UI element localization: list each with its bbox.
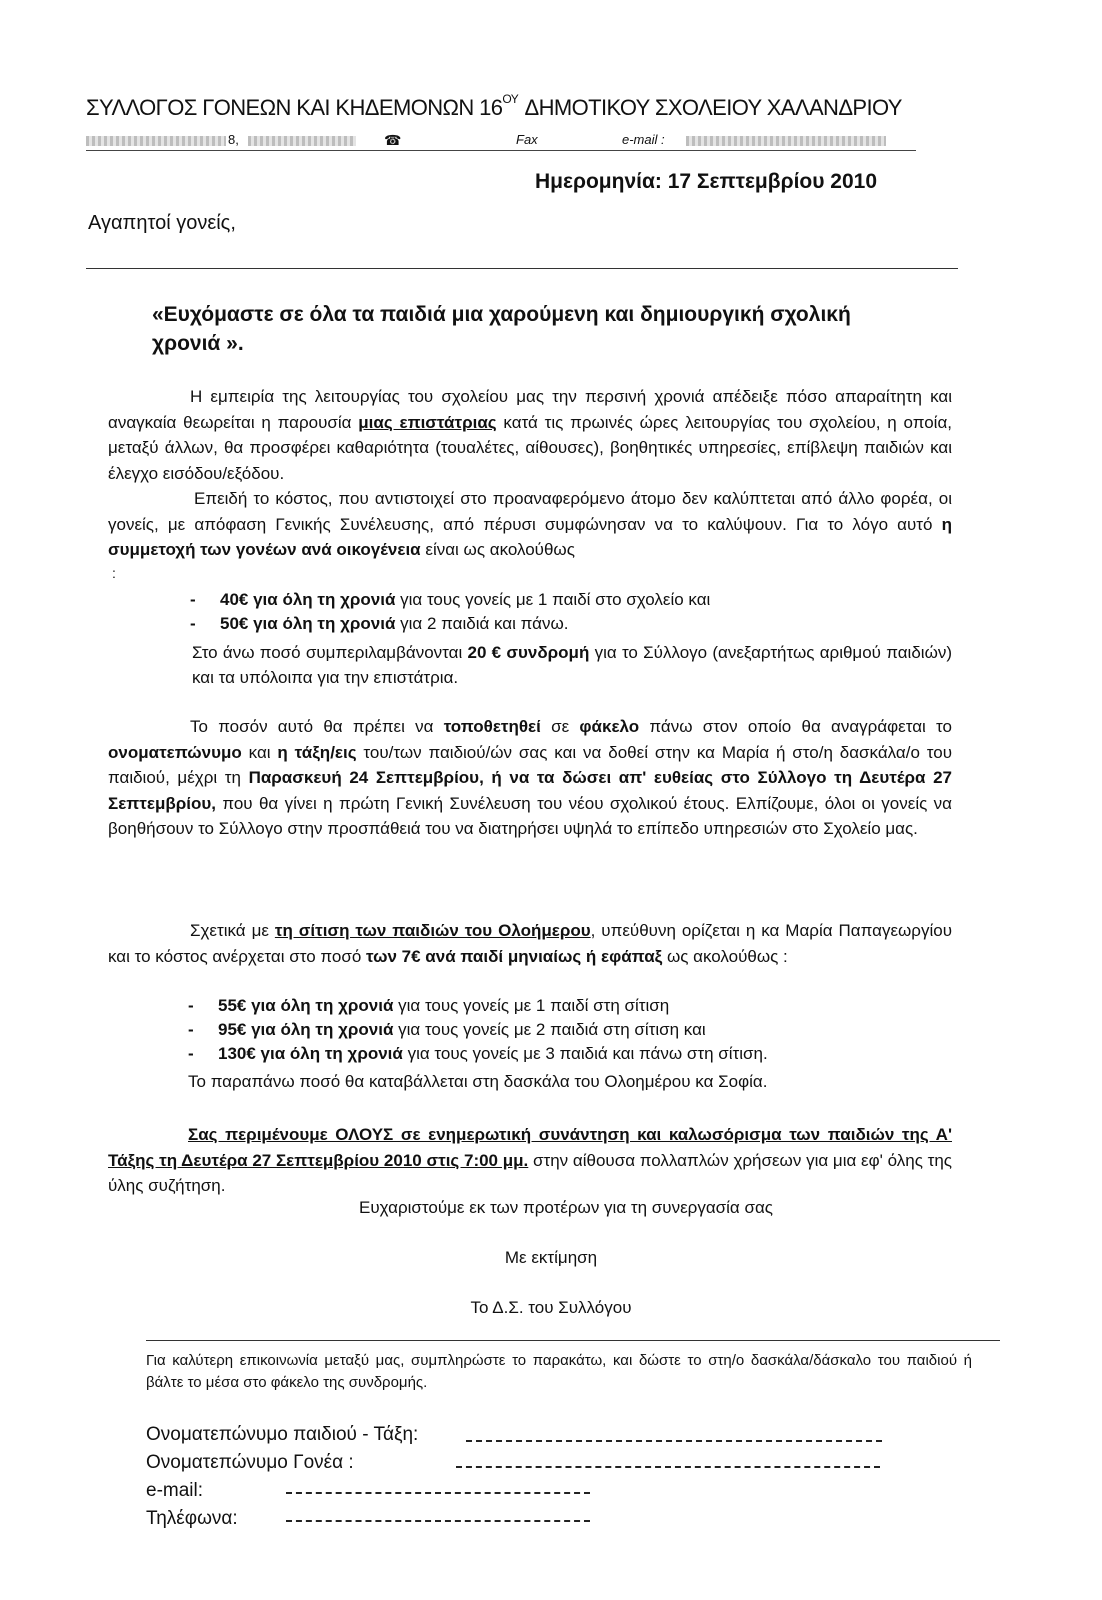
email-label: e-mail : [622, 132, 665, 147]
child-name-field[interactable] [466, 1440, 882, 1442]
list-item [190, 612, 710, 636]
list-item-amount: 40€ για όλη τη χρονιά [220, 590, 396, 609]
p2-text-a: Επειδή το κόστος, που αντιστοιχεί στο προαναφερόμενο άτομο δεν καλύπτεται από άλλο φορέα, οι γονείς, με απόφαση Γενικής Συνέλευσης, από πέρυσι συμφώνησαν να το καλύψουν. Για το λόγο αυτό [108, 489, 952, 534]
letterhead-text-end: ΔΗΜΟΤΙΚΟΥ ΣΧΟΛΕΙΟΥ ΧΑΛΑΝΔΡΙΟΥ [520, 95, 902, 120]
form-row-parent [146, 1452, 354, 1474]
signature: Το Δ.Σ. του Συλλόγου [470, 1298, 632, 1317]
p1-text-c: κατά τις πρωινές ώρες λειτουργίας του σχολείου, η οποία, μεταξύ άλλων, θα προσφέρει καθαριότητα (τουαλέτες, αίθουσες), βοηθητικές υπηρεσίες, επίβλεψη παιδιών και έλεγχο εισόδου/εξόδου. [108, 412, 952, 483]
redacted-email [686, 136, 886, 146]
meals-fee-list [188, 994, 768, 1066]
list-item-text: για τους γονείς με 1 παιδί στο σχολείο και [395, 590, 711, 609]
thanks-line: Ευχαριστούμε εκ των προτέρων για τη συνεργασία σας [359, 1198, 773, 1217]
fax-label: Fax [516, 132, 538, 147]
p3-bold-fullname: ονοματεπώνυμο [108, 742, 242, 762]
list-item-text: για τους γονείς με 3 παιδιά και πάνω στη σίτιση. [402, 1044, 768, 1063]
p3-text-g: και [241, 742, 278, 762]
sub-note-subscription: 20 € συνδρομή [467, 643, 590, 662]
address-fragment: 8, [228, 132, 239, 147]
list-item-text: για τους γονείς με 1 παιδί στη σίτιση [393, 996, 670, 1015]
meals-payment-note: Το παραπάνω ποσό θα καταβάλλεται στη δασκάλα του Ολοημέρου κα Σοφία. [188, 1072, 768, 1091]
list-item-amount: 50€ για όλη τη χρονιά [220, 614, 396, 633]
parent-name-field[interactable] [456, 1466, 880, 1468]
list-item-amount: 95€ για όλη τη χρονιά [218, 1020, 394, 1039]
paragraph-cost [108, 486, 952, 563]
redacted-address-2 [248, 136, 356, 146]
phone-field[interactable] [286, 1520, 590, 1522]
p4-meals-emphasis: τη σίτιση των παιδιών του Ολοήμερου [274, 921, 591, 940]
sub-note-text-a: Στο άνω ποσό συμπεριλαμβάνονται [192, 643, 468, 662]
p5-text-b: στην αίθουσα πολλαπλών χρήσεων για μια εφ' όλης της ύλης συζήτηση. [108, 1150, 952, 1195]
motto: «Ευχόμαστε σε όλα τα παιδιά μια χαρούμενη και δημιουργική σχολική χρονιά ». [152, 303, 851, 355]
list-item [190, 588, 710, 612]
p4-text-a: Σχετικά με [190, 921, 275, 940]
contact-row [86, 132, 908, 152]
email-field-label: e-mail: [146, 1480, 204, 1501]
email-field[interactable] [286, 1492, 590, 1494]
p2-text-c: είναι ως ακολούθως [420, 540, 575, 559]
p2-participation-emphasis: η συμμετοχή των γονέων ανά οικογένεια [108, 514, 952, 559]
form-row-phone [146, 1508, 238, 1530]
form-row-child [146, 1424, 418, 1446]
letter-date: Ημερομηνία: 17 Σεπτεμβρίου 2010 [535, 170, 877, 193]
parent-name-label: Ονοματεπώνυμο Γονέα : [146, 1452, 354, 1473]
fee-list [190, 588, 710, 636]
list-item-amount: 55€ για όλη τη χρονιά [218, 996, 394, 1015]
letterhead-superscript: ΟΥ [502, 92, 519, 106]
p3-text-c: σε [540, 717, 580, 736]
list-item-text: για 2 παιδιά και πάνω. [395, 614, 569, 633]
phone-field-label: Τηλέφωνα: [146, 1508, 238, 1529]
cut-line [146, 1340, 1000, 1341]
redacted-address [86, 136, 226, 146]
p3-text-a: Το ποσόν αυτό θα πρέπει να [190, 717, 444, 736]
paragraph-meeting [108, 1122, 952, 1199]
p1-text-a: Η εμπειρία της λειτουργίας του σχολείου μας την περσινή χρονιά απέδειξε πόσο απαραίτητη και αναγκαία θεωρείται η παρουσία [108, 387, 952, 432]
p3-text-i: του/των παιδιού/ών σας και να δοθεί στην κα Μαρία ή στο/η δασκάλα/ο του παιδιού, μέχρι τη [108, 742, 953, 787]
list-item [188, 1018, 768, 1042]
p4-cost-emphasis: των 7€ ανά παιδί μηνιαίως ή εφάπαξ [366, 946, 663, 966]
p4-text-e: ως ακολούθως : [662, 946, 788, 966]
p3-text-e: πάνω στον οποίο θα αναγράφεται το [639, 717, 952, 736]
paragraph-caretaker [108, 384, 952, 486]
contact-form-instructions: Για καλύτερη επικοινωνία μεταξύ μας, συμπληρώστε το παρακάτω, και δώστε το στη/ο δασκάλα/δάσκαλο του παιδιού ή βάλτε το μέσα στο φάκελο της συνδρομής. [146, 1352, 972, 1391]
divider-line [86, 268, 958, 269]
list-dash: - [188, 1020, 194, 1039]
letterhead-text-start: ΣΥΛΛΟΓΟΣ ΓΟΝΕΩΝ ΚΑΙ ΚΗΔΕΜΟΝΩΝ 16 [86, 95, 503, 120]
paragraph-envelope [108, 714, 952, 842]
list-item [188, 994, 768, 1018]
sub-note-text-c: για το Σύλλογο (ανεξαρτήτως αριθμού παιδιών) και τα υπόλοιπα για την επιστάτρια. [192, 643, 952, 687]
letterhead [86, 92, 902, 121]
subscription-note [192, 640, 952, 690]
list-item [188, 1042, 768, 1066]
stray-colon: : [112, 565, 116, 581]
telephone-icon: ☎ [384, 132, 402, 148]
p3-bold-envelope: φάκελο [579, 717, 640, 736]
p3-bold-class: η τάξη/εις [277, 742, 357, 762]
list-dash: - [190, 614, 196, 633]
p3-bold-placed: τοποθετηθεί [443, 717, 541, 736]
list-dash: - [190, 590, 196, 609]
p3-text-k: που θα γίνει η πρώτη Γενική Συνέλευση του νέου σχολικού έτους. Ελπίζουμε, όλοι οι γονείς να βοηθήσουν το Σύλλογο στην προσπάθειά του να διατηρήσει υψηλά το επίπεδο υπηρεσιών στο Σχολείο μας. [108, 793, 952, 838]
child-name-label: Ονοματεπώνυμο παιδιού - Τάξη: [146, 1424, 419, 1445]
p3-bold-deadline: Παρασκευή 24 Σεπτεμβρίου, ή να τα δώσει απ' ευθείας στο Σύλλογο τη Δευτέρα 27 Σεπτεμβρίου, [108, 768, 952, 813]
letterhead-divider [86, 150, 916, 151]
list-item-amount: 130€ για όλη τη χρονιά [218, 1044, 403, 1063]
form-row-email [146, 1480, 203, 1502]
list-dash: - [188, 996, 194, 1015]
list-dash: - [188, 1044, 194, 1063]
p4-text-c: , υπεύθυνη ορίζεται η κα Μαρία Παπαγεωργίου και το κόστος ανέρχεται στο ποσό [108, 921, 952, 966]
list-item-text: για τους γονείς με 2 παιδιά στη σίτιση και [393, 1020, 706, 1039]
p1-caretaker-emphasis: μιας επιστάτριας [358, 412, 497, 432]
greeting: Αγαπητοί γονείς, [88, 212, 236, 234]
closing-regards: Με εκτίμηση [504, 1248, 598, 1267]
paragraph-meals [108, 918, 952, 969]
p5-meeting-emphasis: Σας περιμένουμε ΟΛΟΥΣ σε ενημερωτική συνάντηση και καλωσόρισμα των παιδιών της Α' Τάξης τη Δευτέρα 27 Σεπτεμβρίου 2010 στις 7:00 μμ. [108, 1125, 952, 1170]
